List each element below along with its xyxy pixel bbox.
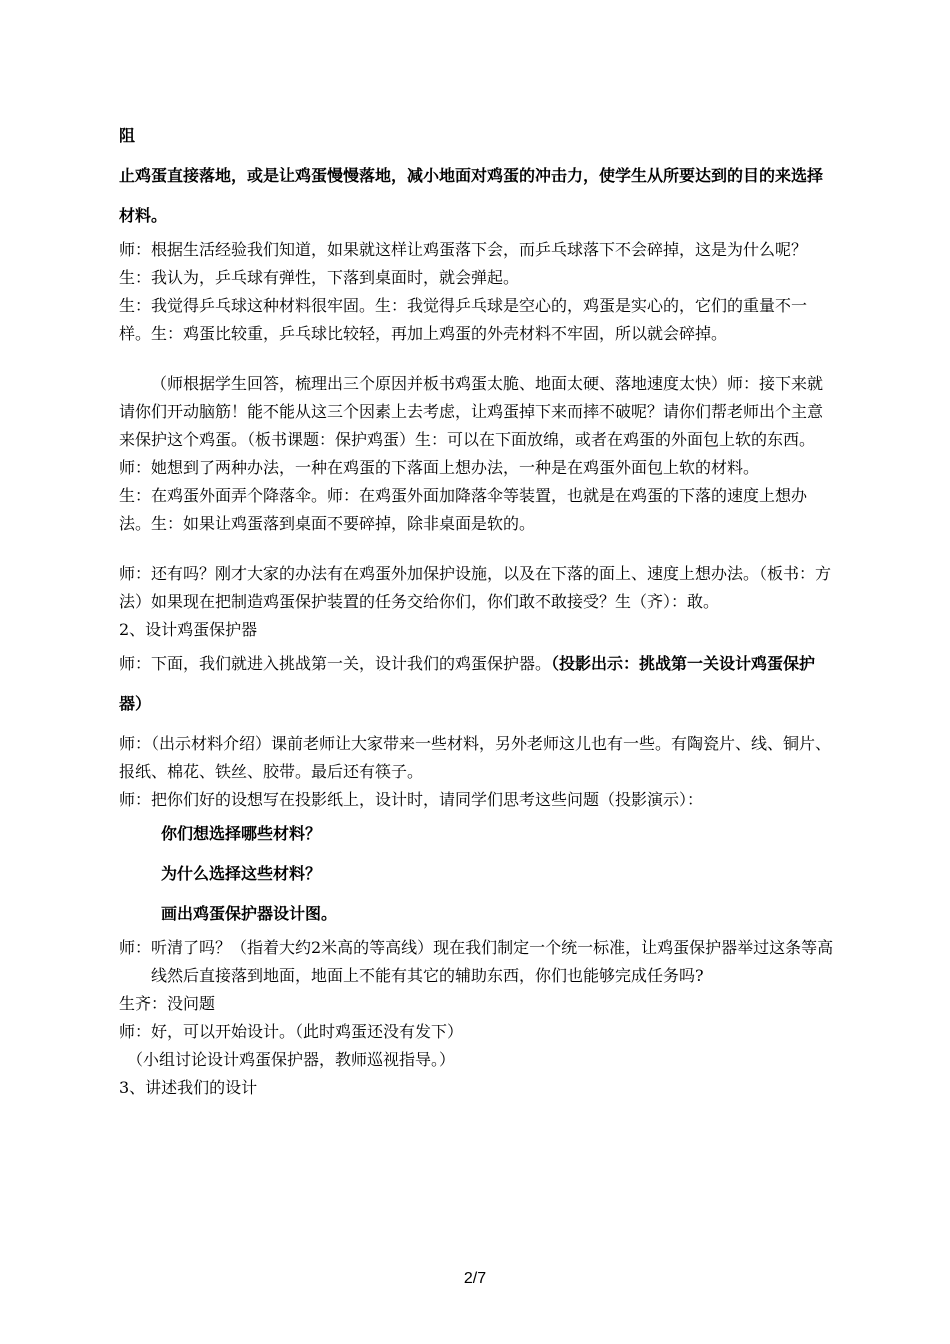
paragraph: 师：听清了吗？（指着大约2米高的等高线）现在我们制定一个统一标准，让鸡蛋保护器举过这条等高线然后直接落到地面，地面上不能有其它的辅助东西，你们也能够完成任务吗?: [119, 938, 834, 985]
question-item: 画出鸡蛋保护器设计图。: [161, 904, 338, 923]
paragraph: 师：把你们好的设想写在投影纸上，设计时，请同学们思考这些问题（投影演示）：: [119, 790, 704, 809]
spacer: [119, 348, 837, 370]
paragraph: （小组讨论设计鸡蛋保护器，教师巡视指导。）: [127, 1050, 456, 1069]
paragraph: 师：（出示材料介绍）课前老师让大家带来一些材料，另外老师这儿也有一些。有陶瓷片、线、铜片、报纸、棉花、铁丝、胶带。最后还有筷子。: [119, 734, 832, 781]
paragraph-mixed: [119, 644, 837, 724]
paragraph: 师：她想到了两种办法，一种在鸡蛋的下落面上想办法，一种是在鸡蛋外面包上软的材料。: [119, 458, 760, 477]
paragraph: 生齐：没问题: [119, 994, 216, 1013]
question-item: 为什么选择这些材料？: [161, 864, 322, 883]
paragraph: 师：好，可以开始设计。（此时鸡蛋还没有发下）: [119, 1022, 464, 1041]
section-heading: 2、设计鸡蛋保护器: [119, 620, 258, 639]
page-content: [119, 116, 837, 1102]
paragraph-text: 师：下面，我们就进入挑战第一关，设计我们的鸡蛋保护器。: [119, 654, 552, 673]
spacer: [119, 538, 837, 560]
question-item: 你们想选择哪些材料？: [161, 824, 322, 843]
paragraph-fragment: 阻: [119, 126, 136, 145]
paragraph-bold-text: （投影出示：挑战第一关设计鸡蛋保护器）: [119, 654, 816, 713]
page-number: 2/7: [463, 1270, 487, 1287]
section-heading: 3、讲述我们的设计: [119, 1078, 258, 1097]
bold-paragraph: 止鸡蛋直接落地，或是让鸡蛋慢慢落地，减小地面对鸡蛋的冲击力，使学生从所要达到的目的来选择材料。: [119, 166, 824, 225]
paragraph: 生：我觉得乒乓球这种材料很牢固。生：我觉得乒乓球是空心的，鸡蛋是实心的，它们的重量不一样。生：鸡蛋比较重，乒乓球比较轻，再加上鸡蛋的外壳材料不牢固，所以就会碎掉。: [119, 296, 808, 343]
paragraph: 师：根据生活经验我们知道，如果就这样让鸡蛋落下会，而乒乓球落下不会碎掉，这是为什么呢？生：我认为，乒乓球有弹性，下落到桌面时，就会弹起。: [119, 240, 808, 287]
paragraph: 师：还有吗？刚才大家的办法有在鸡蛋外加保护设施，以及在下落的面上、速度上想办法。（板书：方法）如果现在把制造鸡蛋保护装置的任务交给你们，你们敢不敢接受？生（齐）：敢。: [119, 564, 832, 611]
paragraph: （师根据学生回答，梳理出三个原因并板书鸡蛋太脆、地面太硬、落地速度太快）师：接下来就请你们开动脑筋！能不能从这三个因素上去考虑，让鸡蛋掉下来而摔不破呢？请你们帮老师出个主意来保护这个鸡蛋。（板书课题：保护鸡蛋）生：可以在下面放绵，或者在鸡蛋的外面包上软的东西。: [119, 374, 824, 449]
paragraph: 生：在鸡蛋外面弄个降落伞。师：在鸡蛋外面加降落伞等装置，也就是在鸡蛋的下落的速度上想办法。生：如果让鸡蛋落到桌面不要碎掉，除非桌面是软的。: [119, 486, 808, 533]
